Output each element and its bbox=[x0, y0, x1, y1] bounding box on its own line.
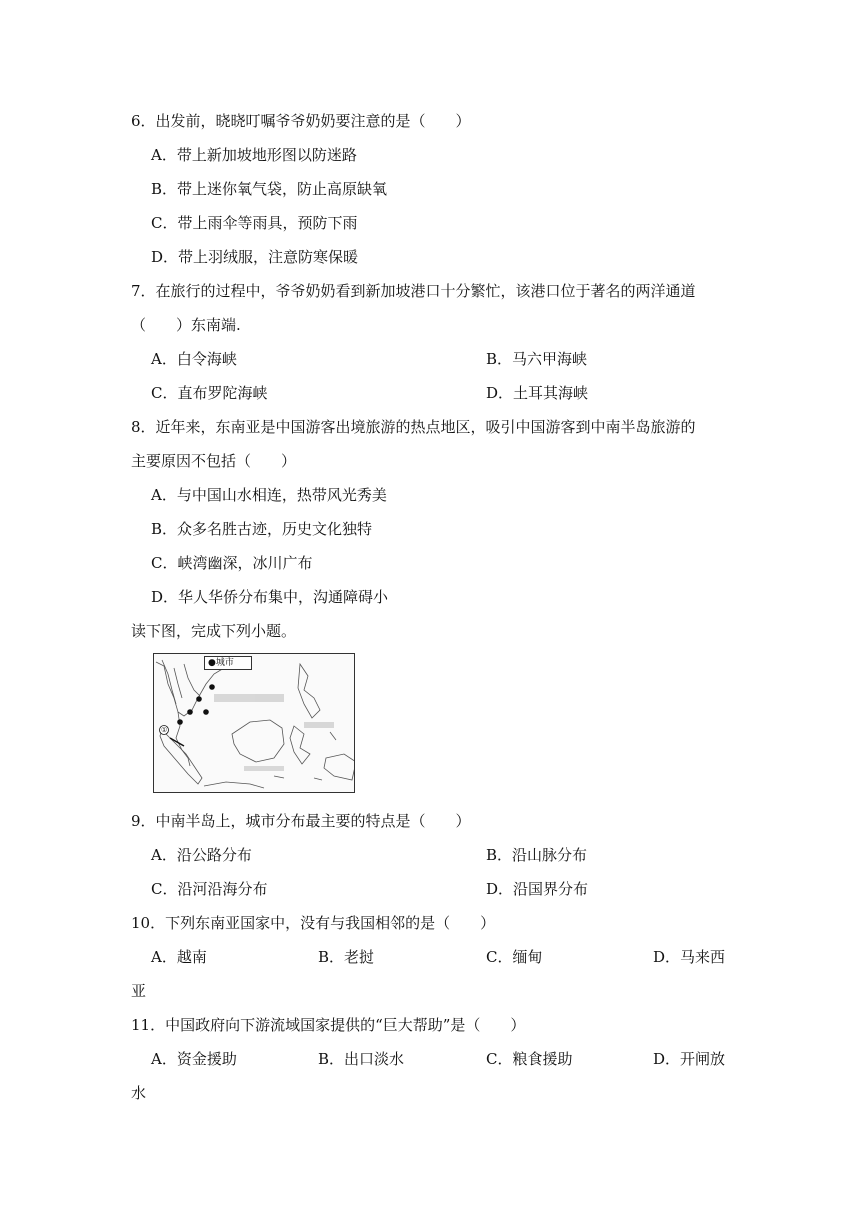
question-6-stem: 6．出发前，晓晓叮嘱爷爷奶奶要注意的是（ ） bbox=[131, 112, 471, 130]
question-6-option-d: D．带上羽绒服，注意防寒保暖 bbox=[151, 248, 359, 266]
southeast-asia-map bbox=[153, 653, 355, 793]
reading-prompt: 读下图，完成下列小题。 bbox=[131, 622, 297, 640]
question-10-option-a: A．越南 bbox=[151, 948, 207, 966]
question-9-option-a: A．沿公路分布 bbox=[151, 846, 252, 864]
question-11-option-b: B．出口淡水 bbox=[318, 1050, 405, 1068]
question-10-option-b: B．老挝 bbox=[318, 948, 375, 966]
question-8-stem-line1: 8．近年来，东南亚是中国游客出境旅游的热点地区，吸引中国游客到中南半岛旅游的 bbox=[131, 418, 696, 436]
strait-marker-label: ① bbox=[161, 726, 168, 734]
question-8-option-c: C．峡湾幽深，冰川广布 bbox=[151, 554, 313, 572]
question-9-stem: 9．中南半岛上，城市分布最主要的特点是（ ） bbox=[131, 812, 471, 830]
question-10-option-d-overflow: 亚 bbox=[131, 982, 147, 1000]
question-10-option-c: C．缅甸 bbox=[486, 948, 543, 966]
question-6-option-a: A．带上新加坡地形图以防迷路 bbox=[151, 146, 357, 164]
legend-label: 城市 bbox=[215, 658, 234, 668]
question-7-option-b: B．马六甲海峡 bbox=[486, 350, 588, 368]
question-7-option-a: A．白令海峡 bbox=[151, 350, 237, 368]
question-6-option-c: C．带上雨伞等雨具，预防下雨 bbox=[151, 214, 358, 232]
question-10-stem: 10．下列东南亚国家中，没有与我国相邻的是（ ） bbox=[131, 914, 496, 932]
map-legend bbox=[204, 656, 252, 670]
question-8-option-b: B．众多名胜古迹，历史文化独特 bbox=[151, 520, 373, 538]
question-10-option-d: D．马来西 bbox=[653, 948, 726, 966]
question-11-option-c: C．粮食援助 bbox=[486, 1050, 573, 1068]
question-11-option-a: A．资金援助 bbox=[151, 1050, 237, 1068]
city-dot-icon: ● bbox=[208, 658, 216, 668]
question-9-option-d: D．沿国界分布 bbox=[486, 880, 589, 898]
question-8-option-d: D．华人华侨分布集中，沟通障碍小 bbox=[151, 588, 389, 606]
question-11-option-d: D．开闸放 bbox=[653, 1050, 726, 1068]
question-11-option-d-overflow: 水 bbox=[131, 1084, 147, 1102]
map-drawing bbox=[154, 654, 355, 793]
question-11-stem: 11．中国政府向下游流域国家提供的“巨大帮助”是（ ） bbox=[131, 1016, 526, 1034]
question-8-stem-line2: 主要原因不包括（ ） bbox=[131, 452, 297, 470]
question-8-option-a: A．与中国山水相连，热带风光秀美 bbox=[151, 486, 387, 504]
question-7-option-c: C．直布罗陀海峡 bbox=[151, 384, 268, 402]
question-6-option-b: B．带上迷你氧气袋，防止高原缺氧 bbox=[151, 180, 388, 198]
question-9-option-b: B．沿山脉分布 bbox=[486, 846, 588, 864]
question-7-stem-line2: （ ）东南端. bbox=[131, 316, 241, 334]
question-9-option-c: C．沿河沿海分布 bbox=[151, 880, 268, 898]
question-7-stem-line1: 7．在旅行的过程中，爷爷奶奶看到新加坡港口十分繁忙，该港口位于著名的两洋通道 bbox=[131, 282, 696, 300]
question-7-option-d: D．土耳其海峡 bbox=[486, 384, 589, 402]
